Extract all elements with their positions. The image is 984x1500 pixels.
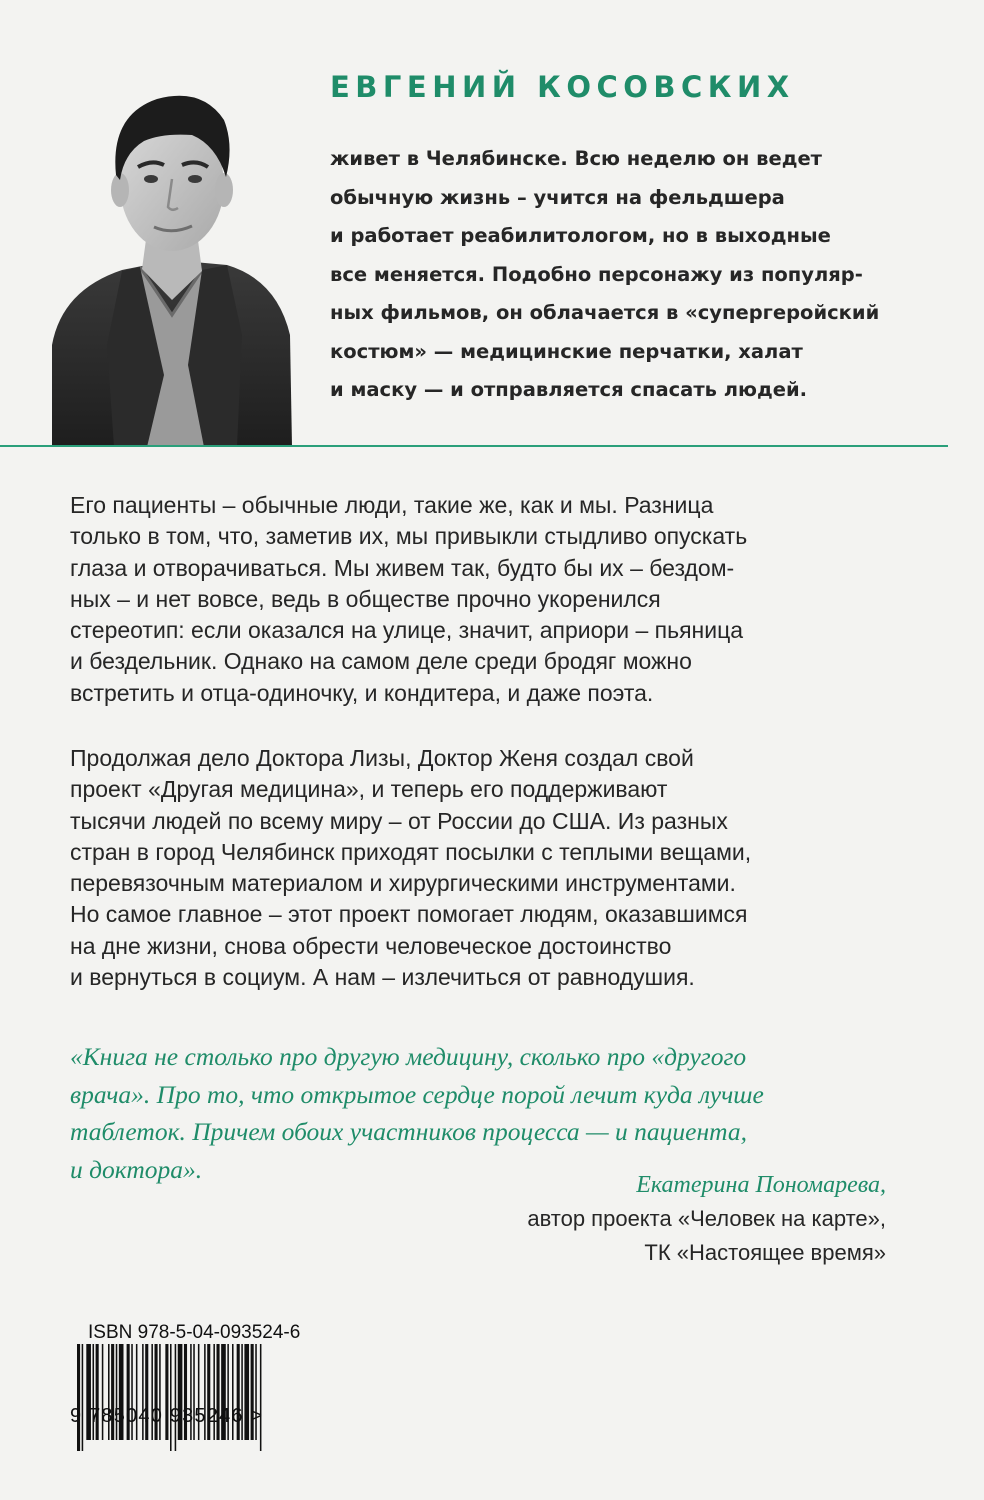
paragraph-line: ных – и нет вовсе, ведь в обществе прочно укоренился [70, 585, 661, 612]
paragraph-line: стран в город Челябинск приходят посылки с теплыми вещами, [70, 838, 752, 865]
author-portrait [52, 75, 292, 447]
attribution-name: Екатерина Пономарева, [636, 1172, 886, 1198]
paragraph-line: стереотип: если оказался на улице, значит, априори – пьяница [70, 617, 744, 644]
barcode-bar [260, 1344, 262, 1451]
paragraph-line: Но самое главное – этот проект помогает людям, оказавшимся [70, 901, 748, 928]
paragraph-line: и вернуться в социум. А нам – излечиться от равнодушия. [70, 964, 695, 991]
barcode [77, 1344, 321, 1451]
quote-line: «Книга не столько про другую медицину, сколько про «другого [70, 1042, 747, 1071]
review-quote [70, 1038, 950, 1188]
isbn-label: ISBN 978-5-04-093524-6 [88, 1322, 301, 1343]
barcode-digits: 9 785040 935246 > [70, 1405, 264, 1427]
bio-line: обычную жизнь – учится на фельдшера [330, 185, 785, 209]
body-paragraph-2 [70, 743, 950, 993]
quote-line: врача». Про то, что открытое сердце порой лечит куда лучше [70, 1079, 764, 1109]
attribution-line: ТК «Настоящее время» [644, 1240, 886, 1265]
author-bio [330, 140, 930, 410]
paragraph-line: Продолжая дело Доктора Лизы, Доктор Женя создал свой [70, 745, 694, 771]
attribution-line: автор проекта «Человек на карте», [527, 1206, 886, 1231]
author-name: ЕВГЕНИЙ КОСОВСКИХ [330, 70, 795, 104]
quote-line: таблеток. Причем обоих участников процесса — и пациента, [70, 1117, 747, 1146]
paragraph-line: тысячи людей по всему миру – от России до США. Из разных [70, 807, 728, 834]
paragraph-line: глаза и отворачиваться. Мы живем так, будто бы их – бездом- [70, 554, 735, 581]
bio-line: живет в Челябинске. Всю неделю он ведет [330, 147, 822, 170]
section-divider [0, 445, 948, 447]
bio-line: и работает реабилитологом, но в выходные [330, 224, 831, 247]
bio-line: костюм» — медицинские перчатки, халат [330, 339, 803, 363]
bio-line: и маску — и отправляется спасать людей. [330, 378, 808, 401]
paragraph-line: встретить и отца-одиночку, и кондитера, и даже поэта. [70, 679, 654, 706]
paragraph-line: Его пациенты – обычные люди, такие же, как и мы. Разница [70, 492, 714, 518]
paragraph-line: только в том, что, заметив их, мы привыкли стыдливо опускать [70, 523, 748, 550]
paragraph-line: проект «Другая медицина», и теперь его поддерживают [70, 776, 668, 803]
barcode-bar [175, 1344, 177, 1451]
paragraph-line: перевязочным материалом и хирургическими инструментами. [70, 870, 736, 897]
quote-line: и доктора». [70, 1154, 203, 1184]
barcode-bar [77, 1344, 80, 1451]
paragraph-line: и бездельник. Однако на самом деле среди бродяг можно [70, 648, 692, 675]
bio-line: все меняется. Подобно персонажу из популяр- [330, 262, 863, 286]
body-paragraph-1 [70, 490, 950, 709]
barcode-bar [170, 1344, 172, 1451]
bio-line: ных фильмов, он облачается в «супергеройский [330, 301, 880, 324]
quote-attribution [286, 1168, 886, 1270]
barcode-bar [82, 1344, 84, 1451]
paragraph-line: на дне жизни, снова обрести человеческое достоинство [70, 932, 672, 959]
